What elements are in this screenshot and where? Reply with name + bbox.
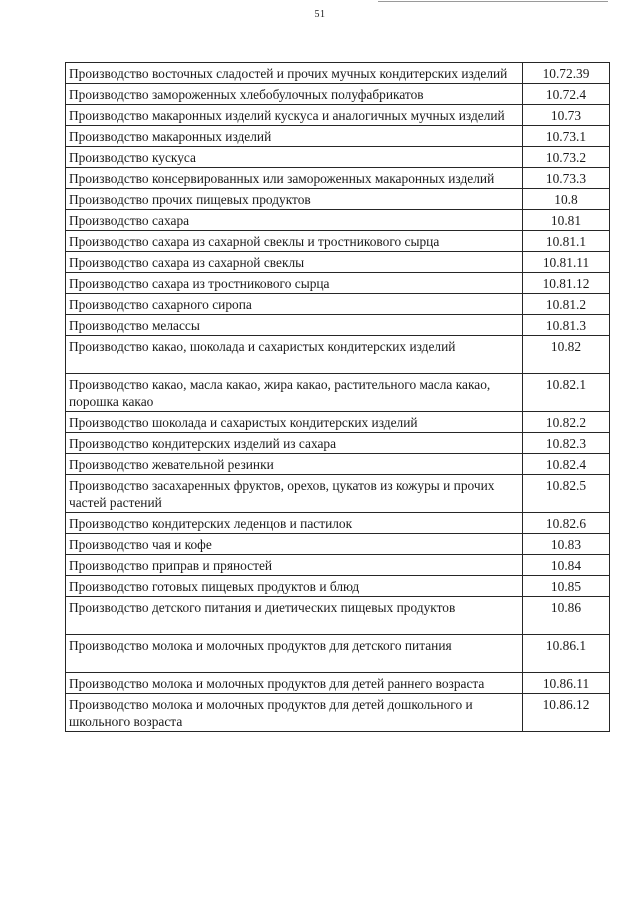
activity-code: 10.82 bbox=[523, 336, 610, 374]
table-row bbox=[66, 294, 610, 315]
activity-code: 10.84 bbox=[523, 555, 610, 576]
activity-name: Производство кондитерских изделий из сахара bbox=[66, 433, 523, 454]
activity-code: 10.86.12 bbox=[523, 694, 610, 732]
table-row bbox=[66, 189, 610, 210]
activity-name: Производство сахара из тростникового сырца bbox=[66, 273, 523, 294]
activity-codes-table bbox=[65, 62, 610, 732]
page-number: 51 bbox=[314, 9, 326, 20]
activity-name: Производство шоколада и сахаристых кондитерских изделий bbox=[66, 412, 523, 433]
table-row bbox=[66, 374, 610, 412]
table-row bbox=[66, 475, 610, 513]
table-row bbox=[66, 231, 610, 252]
table-row bbox=[66, 433, 610, 454]
table-row bbox=[66, 168, 610, 189]
table-row bbox=[66, 555, 610, 576]
activity-name: Производство засахаренных фруктов, орехов, цукатов из кожуры и прочих частей растений bbox=[66, 475, 523, 513]
table-row bbox=[66, 63, 610, 84]
activity-code: 10.85 bbox=[523, 576, 610, 597]
activity-code: 10.81.1 bbox=[523, 231, 610, 252]
activity-code: 10.72.39 bbox=[523, 63, 610, 84]
activity-code: 10.72.4 bbox=[523, 84, 610, 105]
table-row bbox=[66, 534, 610, 555]
activity-name: Производство консервированных или замороженных макаронных изделий bbox=[66, 168, 523, 189]
activity-code: 10.81.12 bbox=[523, 273, 610, 294]
activity-name: Производство какао, шоколада и сахаристых кондитерских изделий bbox=[66, 336, 523, 374]
activity-name: Производство макаронных изделий bbox=[66, 126, 523, 147]
activity-code: 10.82.2 bbox=[523, 412, 610, 433]
activity-code: 10.83 bbox=[523, 534, 610, 555]
activity-name: Производство сахара из сахарной свеклы bbox=[66, 252, 523, 273]
table-row bbox=[66, 694, 610, 732]
table-row bbox=[66, 454, 610, 475]
activity-code: 10.81 bbox=[523, 210, 610, 231]
table-row bbox=[66, 576, 610, 597]
activity-code: 10.73 bbox=[523, 105, 610, 126]
activity-name: Производство жевательной резинки bbox=[66, 454, 523, 475]
activity-name: Производство замороженных хлебобулочных полуфабрикатов bbox=[66, 84, 523, 105]
table-row bbox=[66, 84, 610, 105]
activity-code: 10.73.3 bbox=[523, 168, 610, 189]
activity-code: 10.82.5 bbox=[523, 475, 610, 513]
activity-name: Производство готовых пищевых продуктов и блюд bbox=[66, 576, 523, 597]
table-row bbox=[66, 315, 610, 336]
activity-name: Производство кондитерских леденцов и пастилок bbox=[66, 513, 523, 534]
table-row bbox=[66, 147, 610, 168]
activity-name: Производство молока и молочных продуктов для детского питания bbox=[66, 635, 523, 673]
activity-code: 10.86 bbox=[523, 597, 610, 635]
activity-name: Производство чая и кофе bbox=[66, 534, 523, 555]
activity-name: Производство кускуса bbox=[66, 147, 523, 168]
table-row bbox=[66, 126, 610, 147]
activity-name: Производство мелассы bbox=[66, 315, 523, 336]
table-row bbox=[66, 210, 610, 231]
activity-name: Производство молока и молочных продуктов для детей раннего возраста bbox=[66, 673, 523, 694]
activity-code: 10.86.1 bbox=[523, 635, 610, 673]
activity-name: Производство сахарного сиропа bbox=[66, 294, 523, 315]
activity-code: 10.81.2 bbox=[523, 294, 610, 315]
activity-name: Производство молока и молочных продуктов для детей дошкольного и школьного возраста bbox=[66, 694, 523, 732]
table-row bbox=[66, 412, 610, 433]
activity-code: 10.81.3 bbox=[523, 315, 610, 336]
table-row bbox=[66, 252, 610, 273]
table-row bbox=[66, 513, 610, 534]
table-row bbox=[66, 273, 610, 294]
table-row bbox=[66, 673, 610, 694]
activity-name: Производство восточных сладостей и прочих мучных кондитерских изделий bbox=[66, 63, 523, 84]
activity-name: Производство сахара из сахарной свеклы и тростникового сырца bbox=[66, 231, 523, 252]
table-row bbox=[66, 597, 610, 635]
activity-name: Производство детского питания и диетических пищевых продуктов bbox=[66, 597, 523, 635]
activity-name: Производство сахара bbox=[66, 210, 523, 231]
scan-edge-line bbox=[378, 1, 608, 2]
table-row bbox=[66, 105, 610, 126]
activity-name: Производство приправ и пряностей bbox=[66, 555, 523, 576]
activity-name: Производство какао, масла какао, жира какао, растительного масла какао, порошка какао bbox=[66, 374, 523, 412]
activity-code: 10.8 bbox=[523, 189, 610, 210]
activity-code: 10.73.1 bbox=[523, 126, 610, 147]
activity-code: 10.82.3 bbox=[523, 433, 610, 454]
table-row bbox=[66, 635, 610, 673]
activity-code: 10.82.6 bbox=[523, 513, 610, 534]
activity-code: 10.73.2 bbox=[523, 147, 610, 168]
activity-code: 10.81.11 bbox=[523, 252, 610, 273]
activity-name: Производство прочих пищевых продуктов bbox=[66, 189, 523, 210]
activity-name: Производство макаронных изделий кускуса и аналогичных мучных изделий bbox=[66, 105, 523, 126]
activity-code: 10.82.4 bbox=[523, 454, 610, 475]
activity-code: 10.82.1 bbox=[523, 374, 610, 412]
table-row bbox=[66, 336, 610, 374]
activity-code: 10.86.11 bbox=[523, 673, 610, 694]
